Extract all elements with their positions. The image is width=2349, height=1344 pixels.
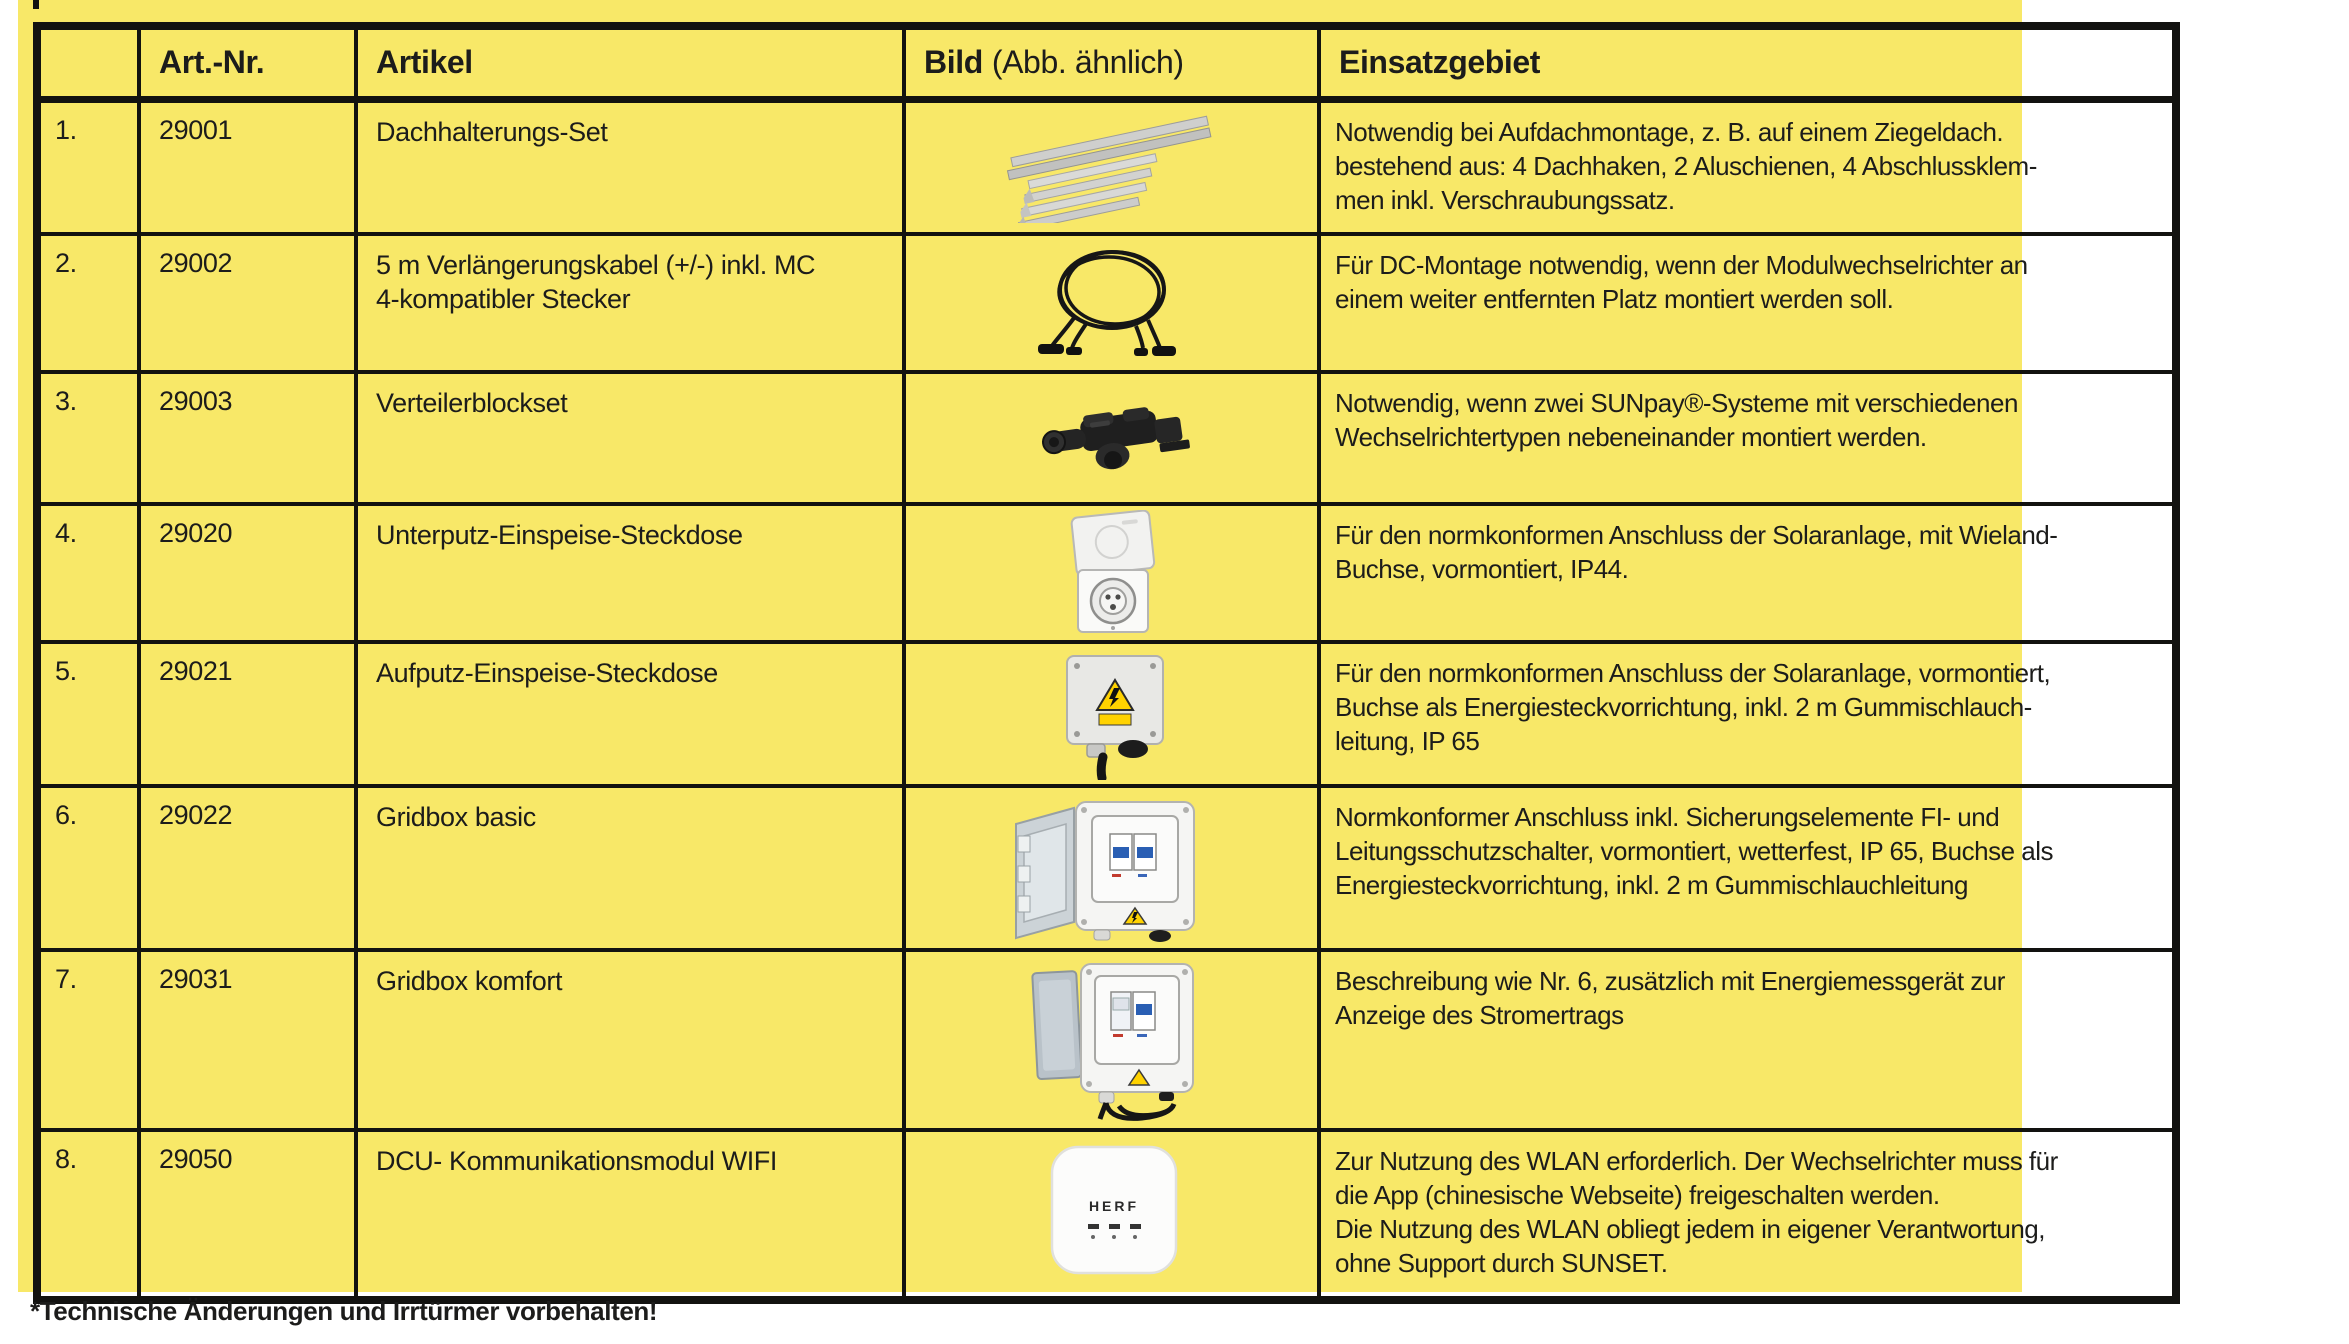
- einsatzgebiet-cell: Notwendig, wenn zwei SUNpay®-Systeme mit verschiedenen Wechselrichtertypen nebeneinander montiert werden.: [1319, 372, 2176, 504]
- art-nr-cell: 29020: [139, 504, 356, 642]
- table-row: [37, 786, 2176, 950]
- wifi-module-brand-label: HERF: [1088, 1198, 1139, 1214]
- artikel-cell: 5 m Verlängerungskabel (+/-) inkl. MC 4-kompatibler Stecker: [356, 234, 904, 372]
- art-nr-cell: 29031: [139, 950, 356, 1130]
- row-number: 6.: [37, 786, 139, 950]
- einsatzgebiet-cell: Beschreibung wie Nr. 6, zusätzlich mit Energiemessgerät zur Anzeige des Stromertrags: [1319, 950, 2176, 1130]
- art-nr-cell: 29021: [139, 642, 356, 786]
- bild-cell: [904, 642, 1319, 786]
- artikel-cell: Verteilerblockset: [356, 372, 904, 504]
- art-nr-cell: 29002: [139, 234, 356, 372]
- header-number: [37, 26, 139, 99]
- flush-socket-image: [1032, 510, 1192, 636]
- einsatzgebiet-cell: Für den normkonformen Anschluss der Solaranlage, mit Wieland- Buchse, vormontiert, IP44.: [1319, 504, 2176, 642]
- header-artikel: Artikel: [356, 26, 904, 99]
- art-nr-cell: 29022: [139, 786, 356, 950]
- einsatzgebiet-cell: Für den normkonformen Anschluss der Solaranlage, vormontiert, Buchse als Energiesteckvorrichtung, inkl. 2 m Gummischlauch- leitung, IP 65: [1319, 642, 2176, 786]
- table-row: [37, 1130, 2176, 1300]
- distribution-block-image: [1022, 388, 1202, 488]
- art-nr-cell: 29003: [139, 372, 356, 504]
- table-row: [37, 99, 2176, 234]
- row-number: 3.: [37, 372, 139, 504]
- artikel-cell: Dachhalterungs-Set: [356, 99, 904, 234]
- row-number: 8.: [37, 1130, 139, 1300]
- table-row: [37, 642, 2176, 786]
- header-bild: Bild (Abb. ähnlich): [904, 26, 1319, 99]
- wifi-module-image: [1022, 1139, 1202, 1289]
- row-number: 5.: [37, 642, 139, 786]
- row-number: 7.: [37, 950, 139, 1130]
- artikel-cell: DCU- Kommunikationsmodul WIFI: [356, 1130, 904, 1300]
- bild-cell: [904, 504, 1319, 642]
- table-header-row: [37, 26, 2176, 99]
- gridbox-basic-image: [992, 792, 1232, 944]
- extension-cable-image: [1012, 242, 1212, 364]
- bild-cell: [904, 372, 1319, 504]
- accessories-table: [33, 22, 2180, 1304]
- cropped-text-fragment: [33, 0, 39, 9]
- einsatzgebiet-cell: Notwendig bei Aufdachmontage, z. B. auf einem Ziegeldach. bestehend aus: 4 Dachhaken, 2 Aluschienen, 4 Abschlussklem- men inkl. Verschraubungssatz.: [1319, 99, 2176, 234]
- table-row: [37, 504, 2176, 642]
- footnote: *Technische Änderungen und Irrtürmer vorbehalten!: [30, 1296, 658, 1326]
- art-nr-cell: 29001: [139, 99, 356, 234]
- gridbox-komfort-image: [1007, 956, 1217, 1124]
- table-row: [37, 372, 2176, 504]
- surface-socket-image: [1027, 648, 1197, 780]
- artikel-cell: Gridbox komfort: [356, 950, 904, 1130]
- einsatzgebiet-cell: Für DC-Montage notwendig, wenn der Modulwechselrichter an einem weiter entfernten Platz montiert werden soll.: [1319, 234, 2176, 372]
- table-row: [37, 234, 2176, 372]
- artikel-cell: Aufputz-Einspeise-Steckdose: [356, 642, 904, 786]
- header-einsatzgebiet: Einsatzgebiet: [1319, 26, 2176, 99]
- bild-cell: [904, 234, 1319, 372]
- art-nr-cell: 29050: [139, 1130, 356, 1300]
- roof-mounting-set-image: [997, 111, 1227, 223]
- table-row: [37, 950, 2176, 1130]
- einsatzgebiet-cell: Zur Nutzung des WLAN erforderlich. Der Wechselrichter muss für die App (chinesische Webseite) freigeschalten werden. Die Nutzung des WLAN obliegt jedem in eigener Verantwortung, ohne Support durch SUNSET.: [1319, 1130, 2176, 1300]
- bild-cell: [904, 950, 1319, 1130]
- artikel-cell: Gridbox basic: [356, 786, 904, 950]
- row-number: 4.: [37, 504, 139, 642]
- einsatzgebiet-cell: Normkonformer Anschluss inkl. Sicherungselemente FI- und Leitungsschutzschalter, vormontiert, wetterfest, IP 65, Buchse als Energiesteckvorrichtung, inkl. 2 m Gummischlauchleitung: [1319, 786, 2176, 950]
- row-number: 2.: [37, 234, 139, 372]
- artikel-cell: Unterputz-Einspeise-Steckdose: [356, 504, 904, 642]
- bild-cell: [904, 786, 1319, 950]
- bild-cell: [904, 99, 1319, 234]
- header-art-nr: Art.-Nr.: [139, 26, 356, 99]
- bild-cell: [904, 1130, 1319, 1300]
- row-number: 1.: [37, 99, 139, 234]
